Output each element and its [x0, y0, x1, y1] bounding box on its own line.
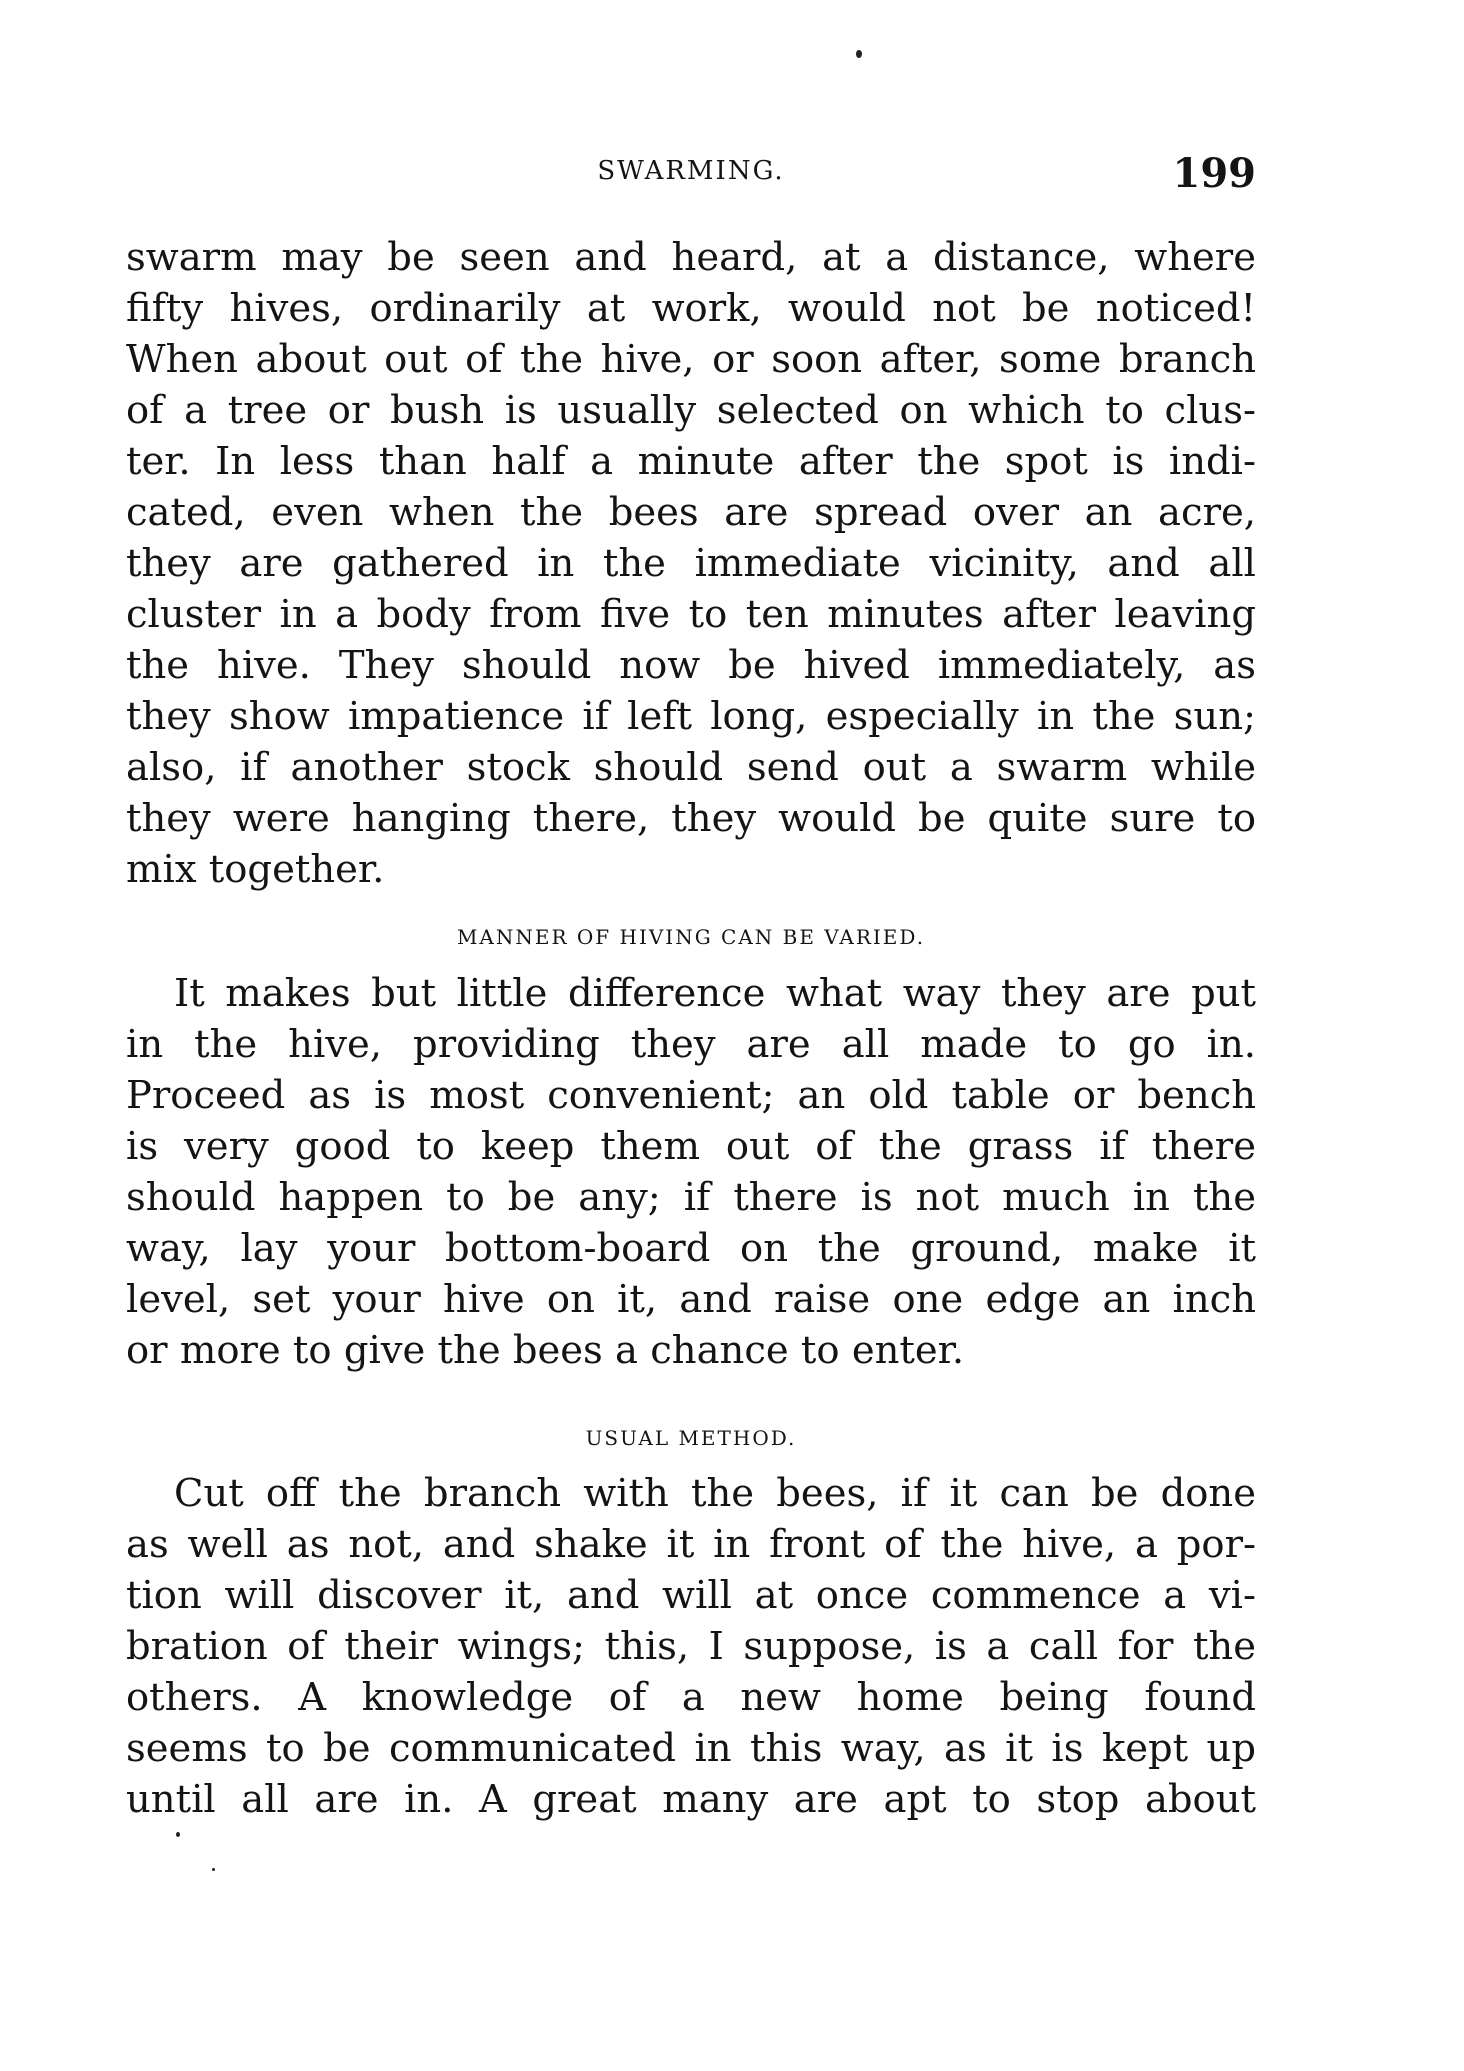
text-line: seems to be communicated in this way, as it is kept up: [126, 1726, 1256, 1771]
text-line: cluster in a body from five to ten minutes after leaving: [126, 592, 1256, 637]
text-line: others. A knowledge of a new home being found: [126, 1675, 1256, 1720]
text-line: also, if another stock should send out a swarm while: [126, 745, 1256, 790]
ink-speck: [176, 1832, 180, 1837]
text-line: ter. In less than half a minute after the spot is indi-: [126, 439, 1256, 484]
text-line: fifty hives, ordinarily at work, would not be noticed!: [126, 286, 1256, 331]
text-line: cated, even when the bees are spread over an acre,: [126, 490, 1256, 535]
text-line: When about out of the hive, or soon after, some branch: [126, 337, 1256, 382]
paragraph-swarm-clustering: [126, 232, 1256, 895]
running-head: [126, 150, 1256, 210]
paragraph-usual-method: [126, 1468, 1256, 1825]
text-line: of a tree or bush is usually selected on which to clus-: [126, 388, 1256, 433]
text-line: they show impatience if left long, especially in the sun;: [126, 694, 1256, 739]
text-line: way, lay your bottom-board on the ground, make it: [126, 1226, 1256, 1271]
paragraph-hiving-manner: [126, 968, 1256, 1376]
text-line: as well as not, and shake it in front of the hive, a por-: [126, 1522, 1256, 1567]
text-line: level, set your hive on it, and raise one edge an inch: [126, 1277, 1256, 1322]
text-line: Cut off the branch with the bees, if it can be done: [174, 1471, 1256, 1516]
section-heading: MANNER OF HIVING CAN BE VARIED.: [456, 925, 926, 949]
text-line: is very good to keep them out of the grass if there: [126, 1124, 1256, 1169]
text-line: swarm may be seen and heard, at a distance, where: [126, 235, 1256, 280]
section-heading: USUAL METHOD.: [585, 1426, 797, 1450]
text-line: or more to give the bees a chance to enter.: [126, 1328, 965, 1373]
ink-speck: [212, 1868, 215, 1871]
text-line: mix together.: [126, 847, 385, 892]
text-line: the hive. They should now be hived immediately, as: [126, 643, 1256, 688]
page-number: 199: [1172, 150, 1256, 197]
text-line: tion will discover it, and will at once commence a vi-: [126, 1573, 1256, 1618]
text-line: It makes but little difference what way they are put: [174, 971, 1256, 1016]
text-line: bration of their wings; this, I suppose, is a call for the: [126, 1624, 1256, 1669]
ink-speck: [856, 50, 862, 58]
text-line: until all are in. A great many are apt to stop about: [126, 1777, 1256, 1822]
text-line: Proceed as is most convenient; an old table or bench: [126, 1073, 1256, 1118]
running-title: SWARMING.: [597, 156, 785, 186]
text-line: in the hive, providing they are all made to go in.: [126, 1022, 1256, 1067]
text-line: they were hanging there, they would be quite sure to: [126, 796, 1256, 841]
text-line: they are gathered in the immediate vicinity, and all: [126, 541, 1256, 586]
text-line: should happen to be any; if there is not much in the: [126, 1175, 1256, 1220]
